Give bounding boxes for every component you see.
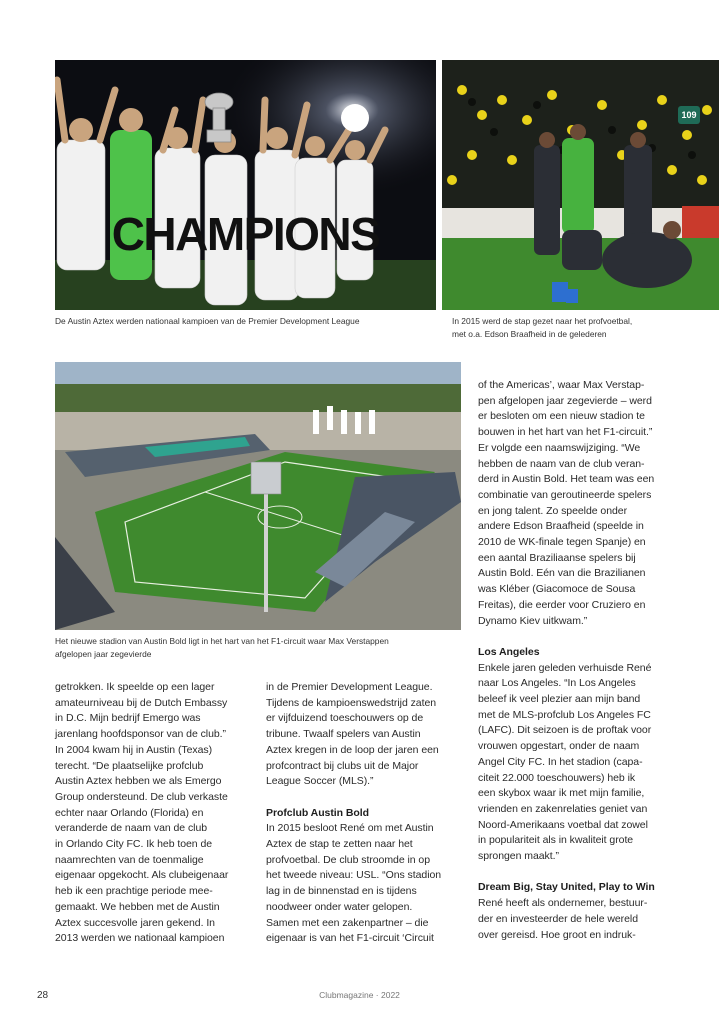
col3-line: met de MLS-profclub Los Angeles FC — [478, 708, 651, 721]
col3-line: een aantal Braziliaanse spelers bij — [478, 551, 636, 564]
col1-line: amateurniveau bij de Dutch Embassy — [55, 696, 228, 709]
col3-line: (LAFC). Dit seizoen is de proftak voor — [478, 724, 652, 737]
col3-line: over gereisd. Hoe groot en indruk- — [478, 928, 636, 941]
col3-line: was Kléber (Giacomoce de Sousa — [478, 583, 636, 596]
col1-line: gemaakt. We hebben met de Austin — [55, 900, 220, 913]
col1-line: in Orlando City FC. Ik heb toen de — [55, 838, 213, 851]
col2-line: League Soccer (MLS).” — [266, 775, 374, 788]
col1-line: veranderde de naam van de club — [55, 822, 208, 835]
col3-line: een skybox waar ik met mijn familie, — [478, 787, 645, 800]
page-number: 28 — [37, 990, 49, 1001]
col1-line: jarenlang hoofdsponsor van de club.” — [55, 728, 226, 741]
col3-line: vrouwen opgestart, onder de naam — [478, 740, 640, 753]
caption-profvoetbal-line-2: met o.a. Edson Braafheid in de gelederen — [452, 328, 607, 339]
stadium-photo — [55, 362, 461, 630]
article-column-3 — [478, 378, 693, 943]
col3-line: naar Los Angeles. “In Los Angeles — [478, 677, 636, 690]
col2-line: noodweer onder water gelopen. — [266, 900, 413, 913]
article-column-2 — [266, 680, 466, 947]
col3-line: beleef ik veel plezier aan mijn band — [478, 693, 641, 706]
article-column-1 — [55, 680, 255, 947]
col1-line: Aztex succesvolle jaren gekend. In — [55, 916, 215, 929]
champions-scene — [55, 60, 436, 310]
col2-line: in de Premier Development League. — [266, 681, 433, 693]
col2-line: tribune. Twaalf spelers van Austin — [266, 728, 421, 741]
col2-line: lag in de binnenstad en is tijdens — [266, 885, 417, 898]
col3-line: Angel City FC. In het stadion (capa- — [478, 755, 643, 768]
champions-overlay-text: CHAMPIONS — [111, 208, 380, 260]
match-scene — [442, 60, 719, 310]
col2-line: eigenaar is van het F1-circuit ‘Circuit — [266, 932, 434, 945]
profvoetbal-photo — [442, 60, 719, 310]
col3-line: combinatie van geroutineerde spelers — [478, 488, 652, 501]
heading-los-angeles: Los Angeles — [478, 645, 540, 658]
col1-line: in D.C. Mijn bedrijf Emergo was — [55, 712, 201, 725]
col2-line: Aztex de stap te zetten naar het — [266, 838, 413, 851]
caption-stadium — [55, 635, 465, 660]
col3-line: derd in Austin Bold. Het team was een — [478, 473, 655, 486]
col1-line: echter naar Orlando (Florida) en — [55, 806, 204, 819]
col3-line: Dynamo Kiev uitkwam.” — [478, 614, 588, 627]
caption-stadium-line-1: Het nieuwe stadion van Austin Bold ligt in het hart van het F1-circuit waar Max Verstappen — [55, 636, 389, 646]
col3-line: Freitas), die eerder voor Cruziero en — [478, 598, 646, 611]
col2-line: Samen met een zakenpartner – die — [266, 916, 429, 929]
col1-line: getrokken. Ik speelde op een lager — [55, 681, 215, 693]
heading-profclub: Profclub Austin Bold — [266, 806, 370, 819]
sign-109: 109 — [678, 106, 700, 124]
col1-line: heb ik een prachtige periode mee- — [55, 885, 213, 898]
col3-line: der en investeerder de hele wereld — [478, 912, 638, 925]
col3-line: of the Americas’, waar Max Verstap- — [478, 379, 645, 391]
col2-line: het tweede niveau: USL. “Ons stadion — [266, 869, 442, 882]
col2-line: er vijfduizend toeschouwers op de — [266, 712, 424, 725]
champions-photo — [55, 60, 436, 310]
col3-line: vrienden en zakenrelaties geniet van — [478, 802, 648, 815]
heading-dream-big: Dream Big, Stay United, Play to Win — [478, 881, 655, 894]
caption-profvoetbal-line-1: In 2015 werd de stap gezet naar het profvoetbal, — [452, 316, 633, 326]
col1-line: eigenaar opgekocht. Als clubeigenaar — [55, 869, 229, 882]
col1-line: Austin Aztex hebben we als Emergo — [55, 775, 222, 788]
col3-line: René heeft als ondernemer, bestuur- — [478, 897, 648, 910]
col3-line: in populariteit als in kwaliteit grote — [478, 834, 634, 847]
col3-line: andere Edson Braafheid (speelde in — [478, 520, 644, 533]
col1-line: Group ondersteund. De club verkaste — [55, 790, 228, 803]
col2-line: profvoetbal. De club stroomde in op — [266, 853, 431, 866]
col1-line: terecht. “De plaatselijke profclub — [55, 759, 204, 772]
col3-line: Noord-Amerikaans voetbal dat zowel — [478, 818, 648, 831]
stadium-aerial — [55, 362, 461, 630]
col2-line: In 2015 besloot René om met Austin — [266, 822, 434, 835]
col3-line: hebben de naam van de club veran- — [478, 457, 645, 470]
caption-champions: De Austin Aztex werden nationaal kampioen van de Premier Development League — [55, 316, 360, 326]
col1-line: naamrechten van de toenmalige — [55, 853, 204, 866]
col3-line: bouwen in het hart van het F1-circuit.” — [478, 426, 653, 439]
magazine-footer: Clubmagazine · 2022 — [319, 990, 400, 1000]
col3-line: pen afgelopen jaar zegevierde – werd — [478, 394, 652, 407]
col1-line: 2013 werden we nationaal kampioen — [55, 932, 225, 945]
col3-line: Enkele jaren geleden verhuisde René — [478, 661, 652, 674]
col3-line: sprongen maakt.” — [478, 850, 559, 863]
col3-line: Austin Bold. Eén van die Brazilianen — [478, 567, 646, 580]
caption-stadium-line-2: afgelopen jaar zegevierde — [55, 648, 152, 659]
col2-line: Tijdens de kampioenswedstrijd zaten — [266, 696, 437, 709]
col3-line: citeit 22.000 toeschouwers) heb ik — [478, 771, 636, 784]
col2-line: profcontract bij clubs uit de Major — [266, 759, 419, 772]
caption-profvoetbal — [452, 315, 719, 340]
col3-line: er besloten om een nieuw stadion te — [478, 410, 645, 423]
col2-line: Aztex kregen in de loop der jaren een — [266, 743, 439, 756]
col1-line: In 2004 kwam hij in Austin (Texas) — [55, 743, 213, 756]
col3-line: en jong talent. Zo speelde onder — [478, 504, 628, 517]
col3-line: Er volgde een naamswijziging. “We — [478, 441, 641, 454]
col3-line: 2010 de WK-finale tegen Spanje) en — [478, 536, 646, 549]
